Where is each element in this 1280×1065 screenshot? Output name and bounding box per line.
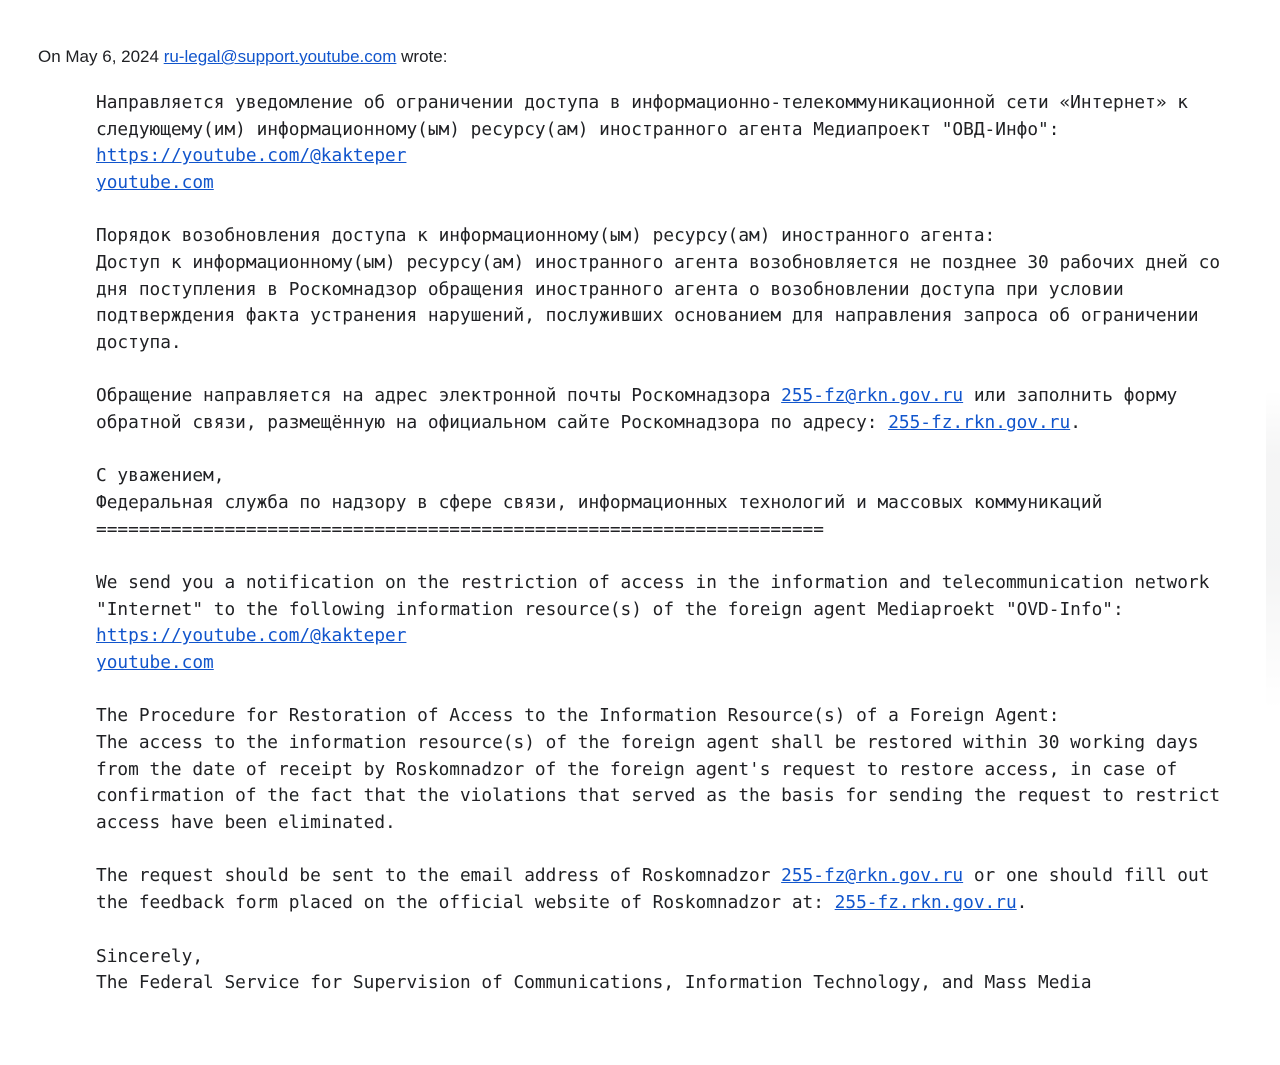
- rkn-site-link[interactable]: 255-fz.rkn.gov.ru: [888, 412, 1071, 434]
- youtube-domain-link[interactable]: youtube.com: [96, 652, 214, 674]
- quote-line: [96, 223, 1280, 250]
- quote-line: [96, 90, 1280, 117]
- youtube-channel-link[interactable]: https://youtube.com/@kakteper: [96, 625, 407, 647]
- quote-line: [96, 357, 1280, 384]
- quote-text: С уважением,: [96, 465, 225, 487]
- quote-line: [96, 730, 1280, 757]
- quote-text: "Internet" to the following information resource(s) of the foreign agent Mediaproekt "OVD-Info":: [96, 598, 1124, 620]
- quote-line: [96, 463, 1280, 490]
- quote-text: .: [1070, 412, 1081, 434]
- quote-text: доступа.: [96, 332, 182, 354]
- quote-text: Обращение направляется на адрес электронной почты Роскомнадзора: [96, 385, 782, 407]
- quote-text: Sincerely,: [96, 945, 204, 967]
- quote-line: [96, 143, 1280, 170]
- quote-text: обратной связи, размещённую на официальном сайте Роскомнадзора по адресу:: [96, 412, 889, 434]
- quote-line: [96, 757, 1280, 784]
- quote-line: [96, 570, 1280, 597]
- quote-line: [96, 783, 1280, 810]
- quote-line: [96, 837, 1280, 864]
- youtube-channel-link[interactable]: https://youtube.com/@kakteper: [96, 145, 407, 167]
- quote-text: или заполнить форму: [963, 385, 1178, 407]
- quote-text: The Procedure for Restoration of Access to the Information Resource(s) of a Foreign Agent:: [96, 705, 1060, 727]
- quoted-message: [96, 90, 1280, 997]
- quote-text: Доступ к информационному(ым) ресурсу(ам) иностранного агента возобновляется не позднее 30 рабочих дней со: [96, 252, 1221, 274]
- rkn-email-link[interactable]: 255-fz@rkn.gov.ru: [781, 385, 964, 407]
- attribution-suffix: wrote:: [396, 47, 448, 66]
- quote-line: [96, 517, 1280, 544]
- quote-line: [96, 197, 1280, 224]
- rkn-site-link[interactable]: 255-fz.rkn.gov.ru: [834, 892, 1017, 914]
- quote-line: [96, 303, 1280, 330]
- quote-text: следующему(им) информационному(ым) ресурсу(ам) иностранного агента Медиапроект "ОВД-Инфо":: [96, 118, 1060, 140]
- quote-text: the feedback form placed on the official website of Roskomnadzor at:: [96, 892, 835, 914]
- quote-line: [96, 250, 1280, 277]
- quote-text: confirmation of the fact that the violations that served as the basis for sending the request to restrict: [96, 785, 1221, 807]
- quote-line: [96, 597, 1280, 624]
- quote-line: [96, 623, 1280, 650]
- sender-email-link[interactable]: ru-legal@support.youtube.com: [163, 47, 397, 66]
- quote-line: [96, 810, 1280, 837]
- quote-text: Направляется уведомление об ограничении доступа в информационно-телекоммуникационной сети «Интернет» к: [96, 92, 1188, 113]
- quote-text: подтверждения факта устранения нарушений, послуживших основанием для направления запроса об ограничении: [96, 305, 1199, 327]
- scrollbar-thumb[interactable]: [1266, 390, 1280, 710]
- quote-line: [96, 677, 1280, 704]
- quote-line: [96, 410, 1280, 437]
- quote-text: Порядок возобновления доступа к информационному(ым) ресурсу(ам) иностранного агента:: [96, 225, 996, 247]
- quote-text: The Federal Service for Supervision of Communications, Information Technology, and Mass Media: [96, 972, 1092, 994]
- quote-text: .: [1016, 892, 1028, 914]
- quote-line: [96, 437, 1280, 464]
- rkn-email-link[interactable]: 255-fz@rkn.gov.ru: [781, 865, 964, 887]
- quote-line: [96, 117, 1280, 144]
- quote-line: [96, 703, 1280, 730]
- quote-line: [96, 543, 1280, 570]
- quote-line: [96, 970, 1280, 997]
- quote-text: from the date of receipt by Roskomnadzor of the foreign agent's request to restore access, in case of: [96, 758, 1178, 780]
- quote-text: ====================================================================: [96, 518, 824, 540]
- quote-line: [96, 383, 1280, 410]
- quote-line: [96, 277, 1280, 304]
- quote-text: The request should be sent to the email address of Roskomnadzor: [96, 865, 782, 887]
- quote-line: [96, 890, 1280, 917]
- quote-text: or one should fill out: [963, 865, 1210, 887]
- quote-line: [96, 650, 1280, 677]
- quote-line: [96, 330, 1280, 357]
- quote-text: дня поступления в Роскомнадзор обращения иностранного агента о возобновлении доступа при условии: [96, 278, 1124, 300]
- quote-text: access have been eliminated.: [96, 812, 396, 834]
- attribution-prefix: On May 6, 2024: [38, 47, 164, 66]
- quote-line: [96, 170, 1280, 197]
- quote-line: [96, 863, 1280, 890]
- youtube-domain-link[interactable]: youtube.com: [96, 172, 214, 194]
- quote-text: Федеральная служба по надзору в сфере связи, информационных технологий и массовых коммуникаций: [96, 492, 1103, 514]
- quote-line: [96, 917, 1280, 944]
- reply-attribution-line: [38, 45, 1280, 69]
- quote-line: [96, 944, 1280, 971]
- quote-text: The access to the information resource(s) of the foreign agent shall be restored within 30 working days: [96, 732, 1199, 754]
- quote-line: [96, 490, 1280, 517]
- quote-text: We send you a notification on the restriction of access in the information and telecommunication network: [96, 572, 1210, 594]
